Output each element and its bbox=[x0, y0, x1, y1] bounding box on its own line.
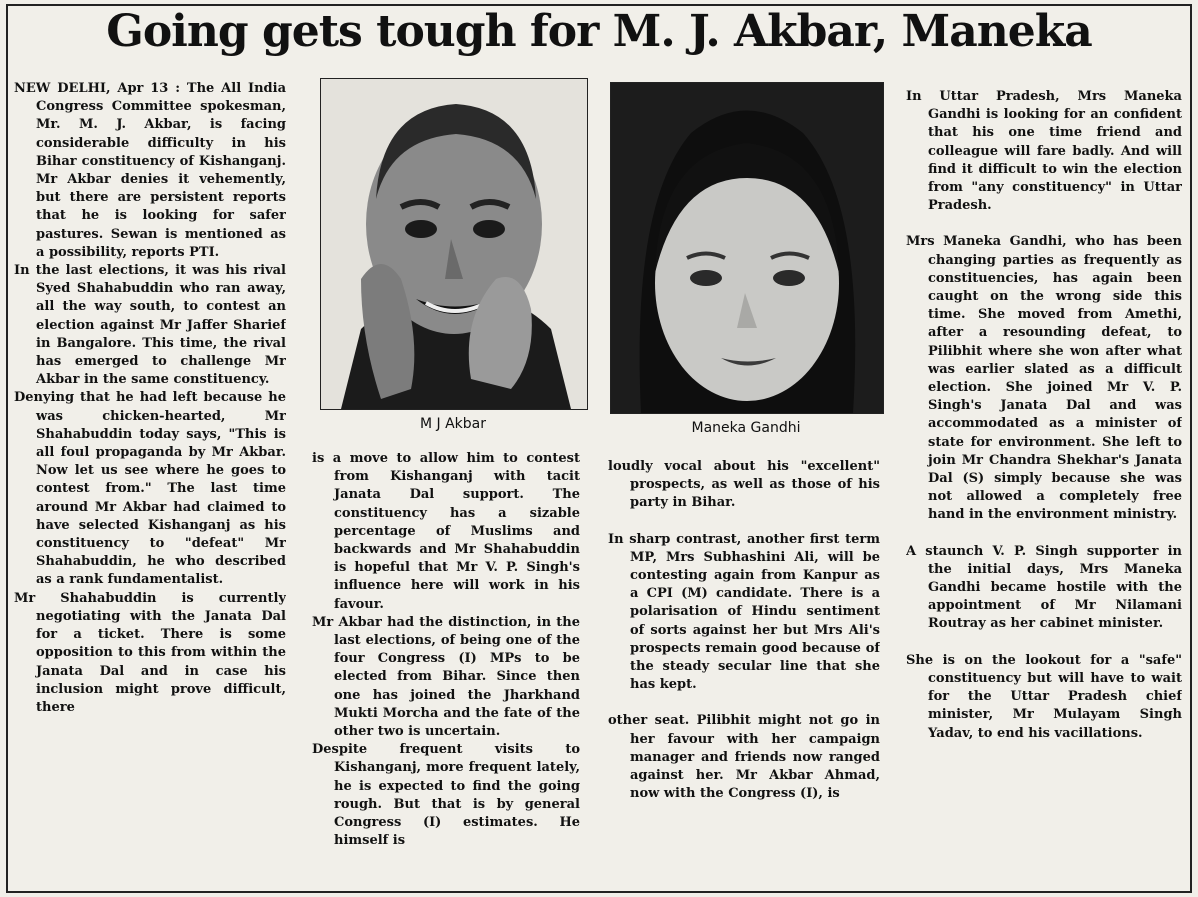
akbar-portrait-image bbox=[321, 79, 587, 409]
paragraph: loudly vocal about his "excellent" prospects, as well as those of his party in Bihar. bbox=[608, 459, 880, 511]
article-column-3 bbox=[608, 458, 880, 890]
paragraph: Mr Akbar had the distinction, in the last elections, of being one of the four Congress (I) MPs to be elected from Bihar. Since then one has joined the Jharkhand Mukti Morcha and the fate of the other two is uncertain. bbox=[312, 614, 580, 740]
paragraph: is a move to allow him to contest from Kishanganj with tacit Janata Dal support. The constituency has a sizable percentage of Muslims and backwards and Mr Shahabuddin is hopeful that Mr V. P. Singh's influence here will work in his favour. bbox=[312, 451, 580, 612]
photo-mj-akbar bbox=[320, 78, 588, 410]
article-column-4 bbox=[906, 88, 1182, 890]
paragraph: In Uttar Pradesh, Mrs Maneka Gandhi is looking for an confident that his one time friend and colleague will fare badly. And will find it difficult to win the election from "any constituency" in Uttar Pradesh. bbox=[906, 89, 1182, 214]
paragraph: In sharp contrast, another first term MP, Mrs Subhashini Ali, will be contesting again from Kanpur as a CPI (M) candidate. There is a polarisation of Hindu sentiment of sorts against her but Mrs Ali's prospects remain good because of the steady secular line that she has kept. bbox=[608, 531, 880, 693]
paragraph: Mr Shahabuddin is currently negotiating with the Janata Dal for a ticket. There is some opposition to this from within the Janata Dal and in case his inclusion might prove difficult, there bbox=[14, 590, 286, 715]
paragraph: Denying that he had left because he was chicken-hearted, Mr Shahabuddin today says, "This is all foul propaganda by Mr Akbar. Now let us see where he goes to contest from." The last time around Mr Akbar had claimed to have selected Kishanganj as his constituency to "defeat" Mr Shahabuddin, he who described as a rank fundamentalist. bbox=[14, 390, 286, 588]
paragraph: In the last elections, it was his rival Syed Shahabuddin who ran away, all the way south, to contest an election against Mr Jaffer Sharief in Bangalore. This time, the rival has emerged to challenge Mr Akbar in the same constituency. bbox=[14, 263, 286, 388]
paragraph: NEW DELHI, Apr 13 : The All India Congress Committee spokesman, Mr. M. J. Akbar, is facing considerable difficulty in his Bihar constituency of Kishanganj. Mr Akbar denies it vehemently, but there are persistent reports that he is looking for safer pastures. Sewan is mentioned as a possibility, reports PTI. bbox=[14, 81, 286, 260]
article-column-1 bbox=[14, 80, 286, 880]
paragraph: A staunch V. P. Singh supporter in the initial days, Mrs Maneka Gandhi became hostile with the appointment of Mr Nilamani Routray as her cabinet minister. bbox=[906, 543, 1182, 632]
paragraph: Mrs Maneka Gandhi, who has been changing parties as frequently as constituencies, has again been caught on the wrong side this time. She moved from Amethi, after a resounding defeat, to Pilibhit where she won after what was earlier slated as a difficult election. She joined Mr V. P. Singh's Janata Dal and was accommodated as a minister of state for environment. She left to join Mr Chandra Shekhar's Janata Dal (S) simply because she was not allowed a completely free hand in the environment ministry. bbox=[906, 234, 1182, 523]
caption-mj-akbar: M J Akbar bbox=[419, 416, 486, 432]
photo-maneka-gandhi bbox=[610, 82, 884, 414]
article-column-2 bbox=[312, 450, 580, 890]
paragraph: Despite frequent visits to Kishanganj, more frequent lately, he is expected to find the going rough. But that is by general Congress (I) estimates. He himself is bbox=[312, 742, 580, 849]
headline: Going gets tough for M. J. Akbar, Maneka bbox=[106, 6, 1092, 57]
paragraph: She is on the lookout for a "safe" constituency but will have to wait for the Uttar Pradesh chief minister, Mr Mulayam Singh Yadav, to end his vacillations. bbox=[906, 652, 1182, 741]
caption-maneka-gandhi: Maneka Gandhi bbox=[691, 420, 801, 436]
paragraph: other seat. Pilibhit might not go in her favour with her campaign manager and friends now ranged against her. Mr Akbar Ahmad, now with the Congress (I), is bbox=[608, 713, 880, 802]
maneka-portrait-image bbox=[611, 83, 883, 413]
